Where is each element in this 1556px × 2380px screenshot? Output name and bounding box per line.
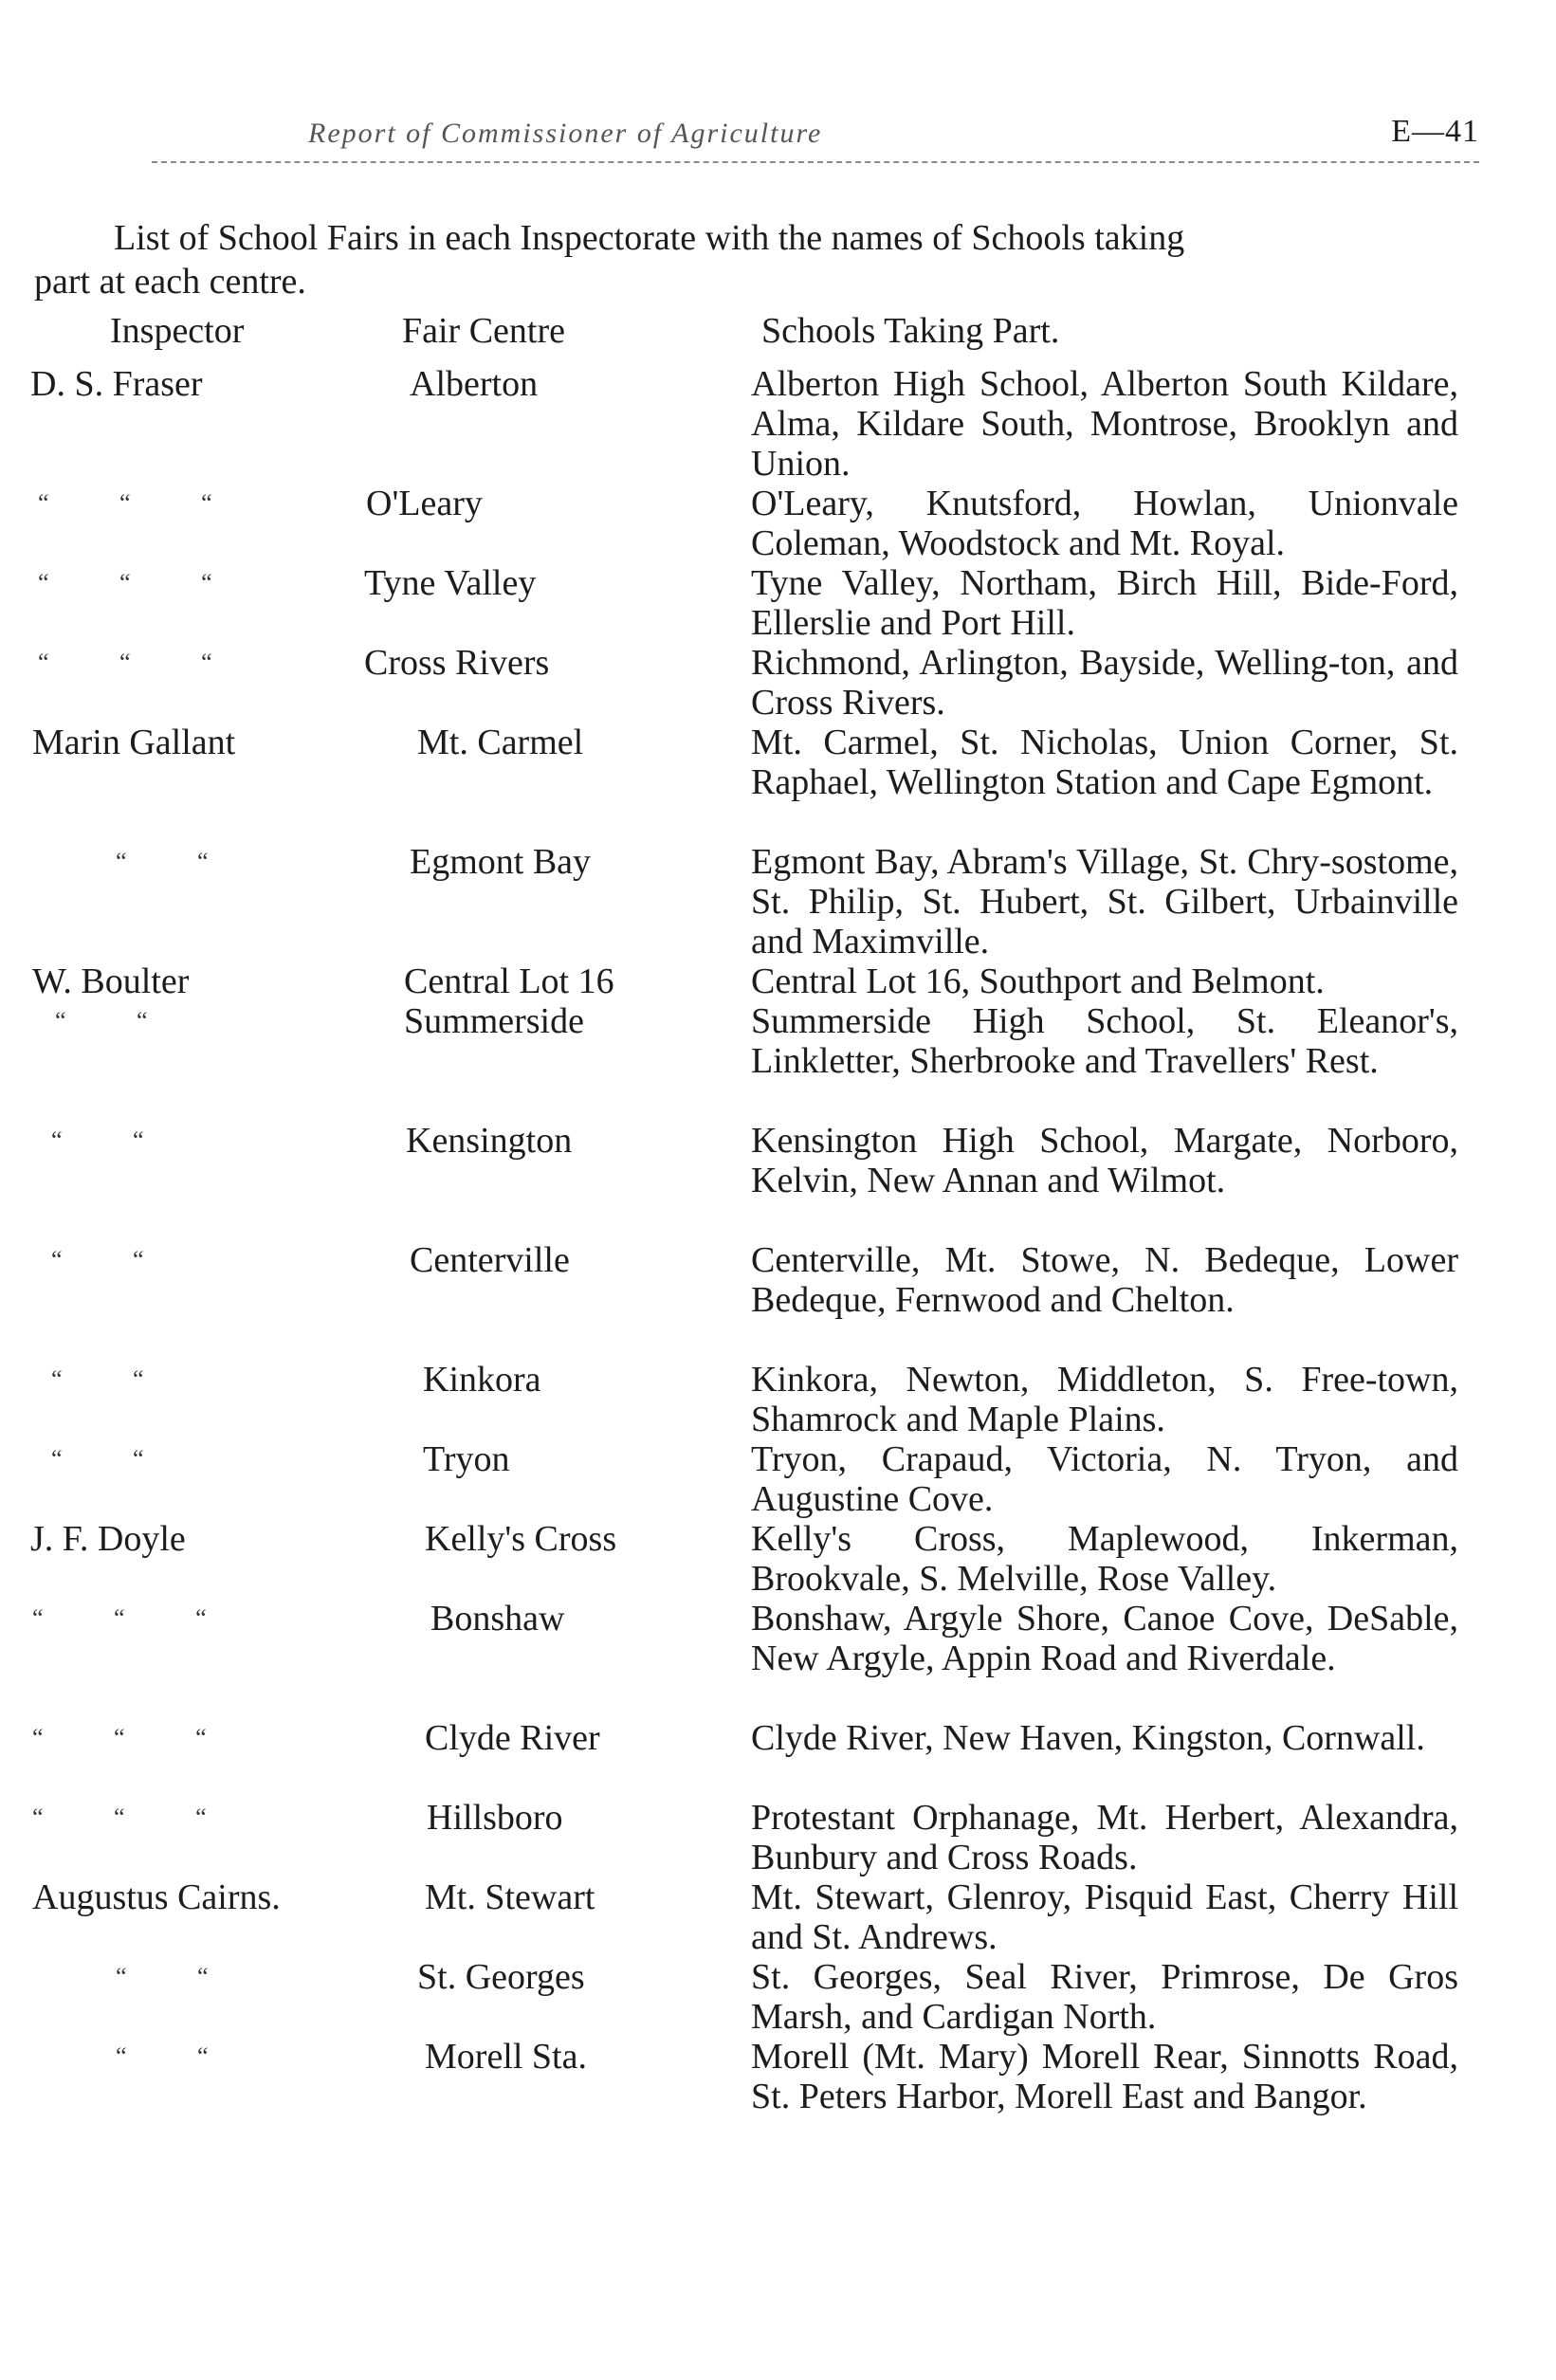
schools-list: Mt. Stewart, Glenroy, Pisquid East, Cherry Hill and St. Andrews. — [751, 1877, 1458, 1957]
inspector-ditto: “ “ “ — [38, 489, 245, 517]
inspector-ditto: “ “ — [116, 1963, 241, 1990]
inspector-ditto: “ “ — [55, 1007, 180, 1034]
column-header-inspector: Inspector — [110, 311, 245, 351]
page-number: E—41 — [1391, 114, 1479, 149]
inspector-ditto: “ “ — [51, 1246, 176, 1273]
fair-centre: Centerville — [410, 1240, 570, 1280]
inspector-ditto: “ “ “ — [38, 569, 245, 596]
fair-centre: Bonshaw — [430, 1599, 565, 1639]
schools-list: Richmond, Arlington, Bayside, Welling-ton, and Cross Rivers. — [751, 643, 1458, 723]
schools-list: Morell (Mt. Mary) Morell Rear, Sinnotts Road, St. Peters Harbor, Morell East and Bangor. — [751, 2037, 1458, 2116]
fair-centre: O'Leary — [366, 484, 483, 523]
inspector-ditto: “ “ — [51, 1445, 176, 1473]
intro-line-1: List of School Fairs in each Inspectorate with the names of Schools taking — [114, 218, 1185, 258]
fair-centre: Central Lot 16 — [404, 961, 614, 1001]
schools-list: Protestant Orphanage, Mt. Herbert, Alexandra, Bunbury and Cross Roads. — [751, 1798, 1458, 1877]
intro-paragraph — [34, 216, 1468, 303]
schools-list: Kelly's Cross, Maplewood, Inkerman, Brookvale, S. Melville, Rose Valley. — [751, 1519, 1458, 1599]
fair-centre: Cross Rivers — [364, 643, 550, 683]
inspector-name: W. Boulter — [32, 961, 190, 1001]
fair-centre: Summerside — [404, 1001, 584, 1041]
fair-centre: Kensington — [406, 1121, 573, 1161]
schools-list: Mt. Carmel, St. Nicholas, Union Corner, St. Raphael, Wellington Station and Cape Egmont. — [751, 723, 1458, 802]
schools-list: O'Leary, Knutsford, Howlan, Unionvale Coleman, Woodstock and Mt. Royal. — [751, 484, 1458, 563]
schools-list: Centerville, Mt. Stowe, N. Bedeque, Lower Bedeque, Fernwood and Chelton. — [751, 1240, 1458, 1320]
schools-list: Central Lot 16, Southport and Belmont. — [751, 961, 1325, 1001]
schools-list: Clyde River, New Haven, Kingston, Cornwall. — [751, 1718, 1425, 1758]
schools-list: St. Georges, Seal River, Primrose, De Gros Marsh, and Cardigan North. — [751, 1957, 1458, 2037]
inspector-ditto: “ “ — [51, 1126, 176, 1154]
schools-list: Kensington High School, Margate, Norboro, Kelvin, New Annan and Wilmot. — [751, 1121, 1458, 1200]
fair-centre: Clyde River — [425, 1718, 600, 1758]
inspector-ditto: “ “ — [51, 1365, 176, 1393]
fair-centre: Mt. Stewart — [425, 1877, 595, 1917]
inspector-ditto: “ “ “ — [32, 1724, 239, 1751]
inspector-name: Augustus Cairns. — [32, 1877, 281, 1917]
inspector-name: J. F. Doyle — [30, 1519, 186, 1559]
fair-centre: Egmont Bay — [410, 842, 592, 882]
column-header-schools: Schools Taking Part. — [761, 311, 1060, 351]
fair-centre: Mt. Carmel — [417, 723, 584, 762]
schools-list: Alberton High School, Alberton South Kildare, Alma, Kildare South, Montrose, Brooklyn and Union. — [751, 364, 1458, 484]
schools-list: Tyne Valley, Northam, Birch Hill, Bide-Ford, Ellerslie and Port Hill. — [751, 563, 1458, 643]
inspector-name: D. S. Fraser — [30, 364, 203, 404]
inspector-ditto: “ “ — [116, 2042, 241, 2070]
schools-list: Tryon, Crapaud, Victoria, N. Tryon, and Augustine Cove. — [751, 1439, 1458, 1519]
schools-list: Bonshaw, Argyle Shore, Canoe Cove, DeSable, New Argyle, Appin Road and Riverdale. — [751, 1599, 1458, 1678]
schools-list: Summerside High School, St. Eleanor's, Linkletter, Sherbrooke and Travellers' Rest. — [751, 1001, 1458, 1081]
inspector-ditto: “ “ “ — [38, 649, 245, 676]
inspector-ditto: “ “ “ — [32, 1604, 239, 1632]
fair-centre: Kelly's Cross — [425, 1519, 617, 1559]
running-title: Report of Commissioner of Agriculture — [308, 118, 823, 149]
inspector-name: Marin Gallant — [32, 723, 236, 762]
fair-centre: Tryon — [423, 1439, 510, 1479]
page-header — [152, 112, 1479, 169]
schools-list: Egmont Bay, Abram's Village, St. Chry-sostome, St. Philip, St. Hubert, St. Gilbert, Urbainville and Maximville. — [751, 842, 1458, 961]
inspector-ditto: “ “ “ — [32, 1803, 239, 1831]
fair-centre: Tyne Valley — [364, 563, 537, 603]
intro-line-2: part at each centre. — [34, 262, 306, 302]
fair-centre: St. Georges — [417, 1957, 585, 1997]
fair-centre: Hillsboro — [427, 1798, 563, 1838]
inspector-ditto: “ “ — [116, 848, 241, 875]
schools-list: Kinkora, Newton, Middleton, S. Free-town, Shamrock and Maple Plains. — [751, 1360, 1458, 1439]
fair-centre: Alberton — [410, 364, 539, 404]
fair-centre: Morell Sta. — [425, 2037, 587, 2077]
header-rule — [152, 161, 1479, 163]
fair-centre: Kinkora — [423, 1360, 541, 1400]
column-header-fair-centre: Fair Centre — [402, 311, 566, 351]
